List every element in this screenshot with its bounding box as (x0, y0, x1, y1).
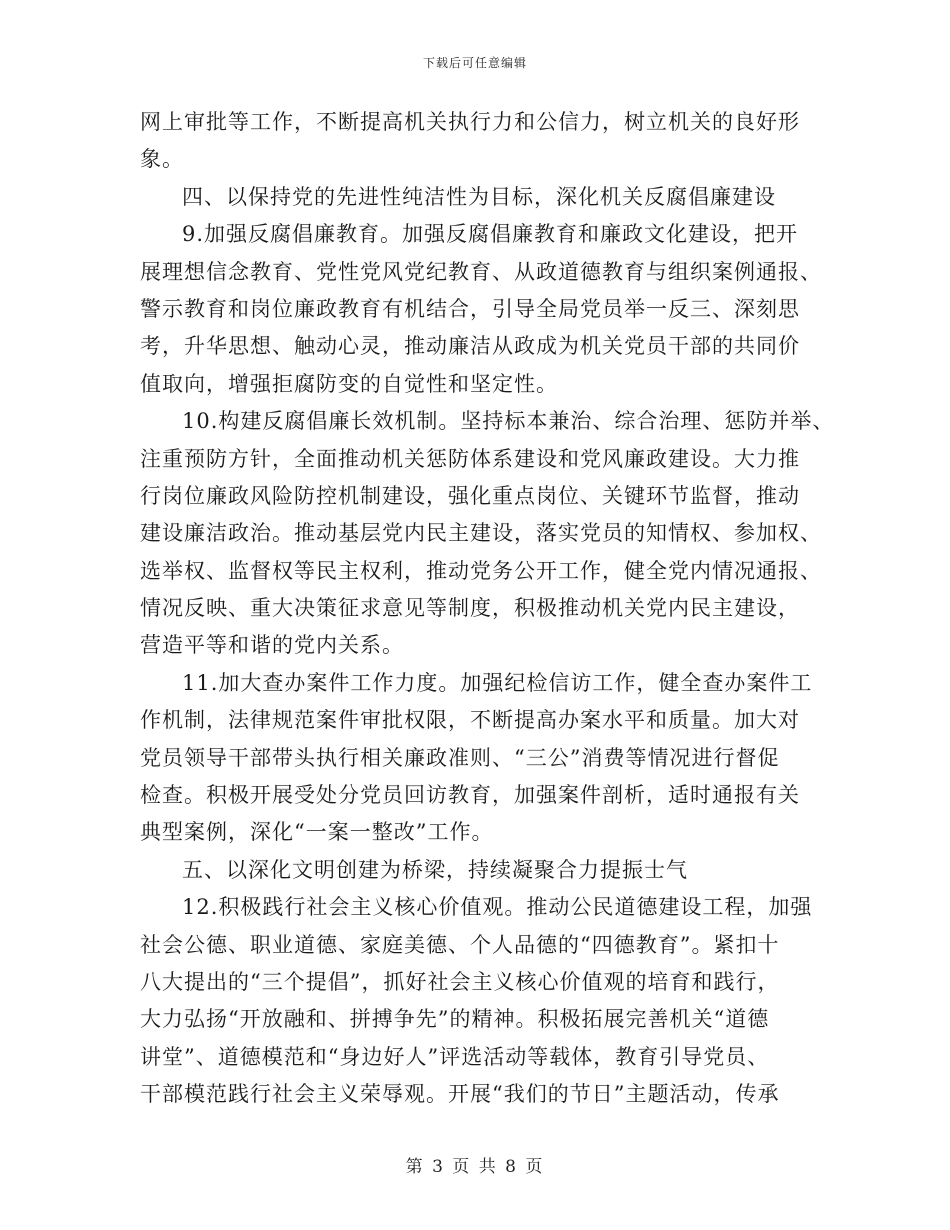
paragraph-start: 9.加强反腐倡廉教育。加强反腐倡廉教育和廉政文化建设，把开 (182, 222, 799, 247)
text-line: 选举权、监督权等民主权利，推动党务公开工作，健全党内情况通报、 (140, 558, 822, 583)
paragraph-start: 12.积极践行社会主义核心价值观。推动公民道德建设工程，加强 (182, 895, 813, 920)
text-line: 八大提出的“三个提倡”，抓好社会主义核心价值观的培育和践行， (140, 969, 780, 994)
text-line: 注重预防方针，全面推动机关惩防体系建设和党风廉政建设。大力推 (140, 446, 800, 471)
text-line: 值取向，增强拒腐防变的自觉性和坚定性。 (140, 371, 558, 396)
text-line: 营造平等和谐的党内关系。 (140, 633, 404, 658)
text-line: 考，升华思想、触动心灵，推动廉洁从政成为机关党员干部的共同价 (140, 334, 800, 359)
text-line: 典型案例，深化“一案一整改”工作。 (140, 820, 494, 845)
text-line: 象。 (140, 147, 184, 172)
text-line: 讲堂”、道德模范和“身边好人”评选活动等载体，教育引导党员、 (140, 1044, 770, 1069)
text-line: 大力弘扬“开放融和、拼搏争先”的精神。积极拓展完善机关“道德 (140, 1007, 770, 1032)
section-heading: 五、以深化文明创建为桥梁，持续凝聚合力提振士气 (182, 857, 688, 882)
text-line: 作机制，法律规范案件审批权限，不断提高办案水平和质量。加大对 (140, 708, 800, 733)
text-line: 党员领导干部带头执行相关廉政准则、“三公”消费等情况进行督促 (140, 745, 780, 770)
text-line: 干部模范践行社会主义荣辱观。开展“我们的节日”主题活动，传承 (140, 1082, 780, 1107)
text-line: 检查。积极开展受处分党员回访教育，加强案件剖析，适时通报有关 (140, 783, 800, 808)
paragraph-start: 11.加大查办案件工作力度。加强纪检信访工作，健全查办案件工 (182, 670, 813, 695)
document-body (140, 104, 835, 1114)
text-line: 警示教育和岗位廉政教育有机结合，引导全局党员举一反三、深刻思 (140, 296, 800, 321)
page-number: 第 3 页 共 8 页 (405, 1157, 545, 1177)
text-line: 网上审批等工作，不断提高机关执行力和公信力，树立机关的良好形 (140, 110, 800, 134)
text-line: 建设廉洁政治。推动基层党内民主建设，落实党员的知情权、参加权、 (140, 521, 822, 546)
text-line: 情况反映、重大决策征求意见等制度，积极推动机关党内民主建设， (140, 596, 800, 621)
section-heading: 四、以保持党的先进性纯洁性为目标，深化机关反腐倡廉建设 (182, 184, 776, 209)
text-line: 展理想信念教育、党性党风党纪教育、从政道德教育与组织案例通报、 (140, 259, 822, 284)
text-line: 行岗位廉政风险防控机制建设，强化重点岗位、关键环节监督，推动 (140, 483, 800, 508)
paragraph-start: 10.构建反腐倡廉长效机制。坚持标本兼治、综合治理、惩防并举、 (182, 409, 835, 434)
text-line: 社会公德、职业道德、家庭美德、个人品德的“四德教育”。紧扣十 (140, 932, 780, 957)
page-header-note: 下载后可任意编辑 (422, 56, 527, 70)
